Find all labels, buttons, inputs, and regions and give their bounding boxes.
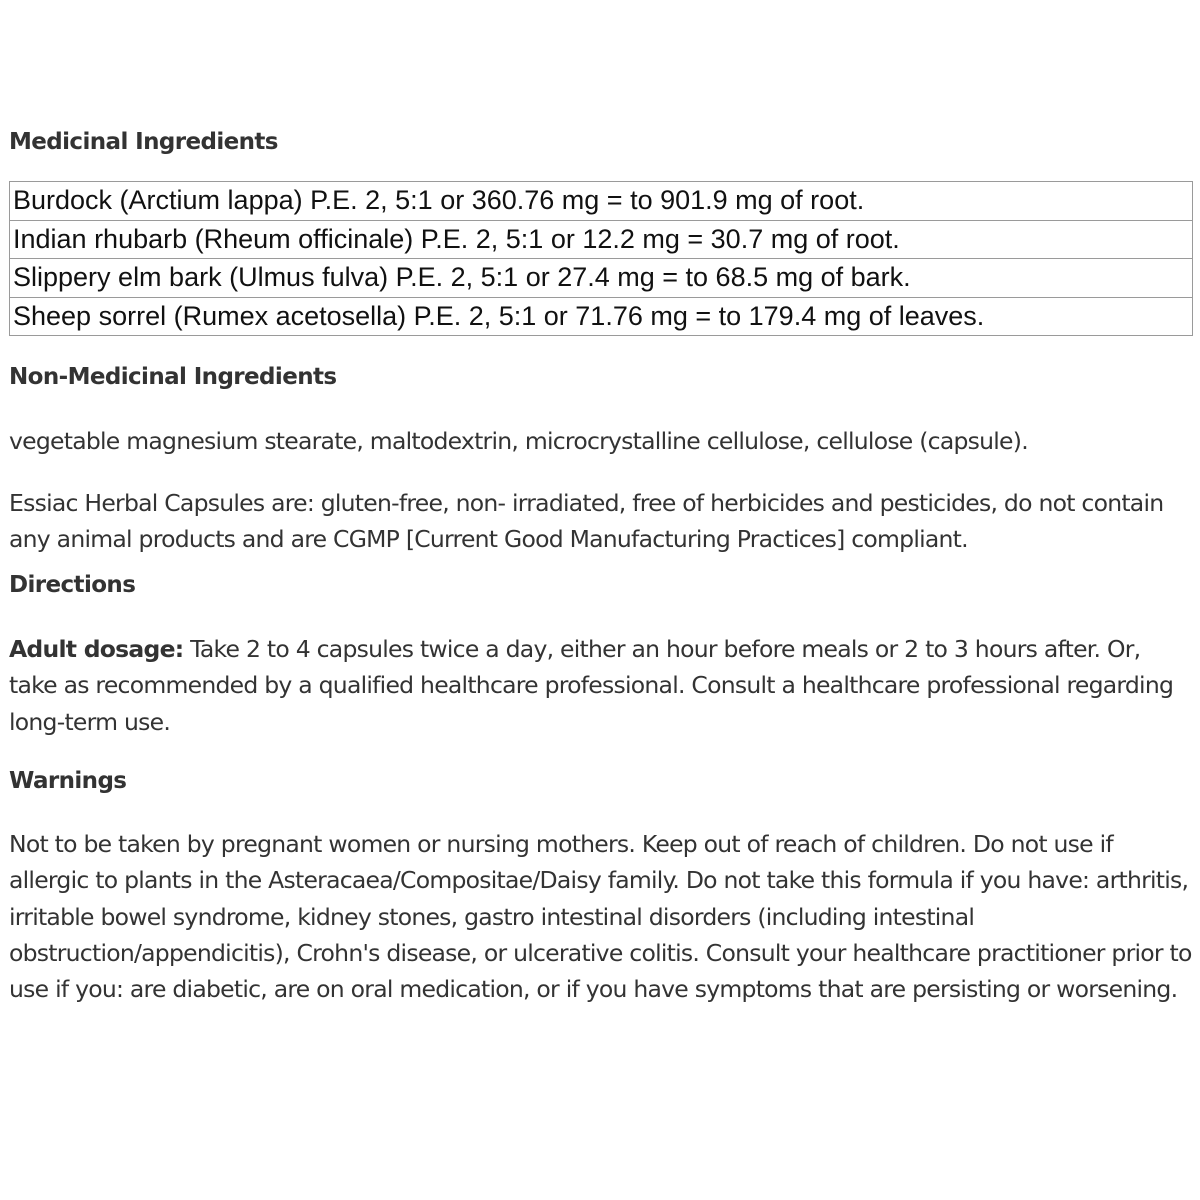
adult-dosage-label: Adult dosage: — [9, 635, 184, 663]
warnings-text: Not to be taken by pregnant women or nursing mothers. Keep out of reach of children. Do not use if allergic to plants in the Asteracaea/Compositae/Daisy family. Do not take this formula if you have: arthritis, irritable bowel syndrome, kidney stones, gastro intestinal disorders (including intestinal obstruction/appendicitis), Crohn's disease, or ulcerative colitis. Consult your healthcare practitioner prior to use if you: are diabetic, are on oral medication, or if you have symptoms that are persisting or worsening. — [9, 830, 1192, 1004]
ingredient-cell-slippery-elm: Slippery elm bark (Ulmus fulva) P.E. 2, 5:1 or 27.4 mg = to 68.5 mg of bark. — [10, 259, 1193, 298]
warnings-heading: Warnings — [9, 768, 127, 794]
medicinal-ingredients-heading: Medicinal Ingredients — [9, 129, 278, 155]
ingredient-cell-sheep-sorrel: Sheep sorrel (Rumex acetosella) P.E. 2, 5:1 or 71.76 mg = to 179.4 mg of leaves. — [10, 297, 1193, 336]
medicinal-ingredients-table — [9, 181, 1193, 336]
adult-dosage-text: Take 2 to 4 capsules twice a day, either an hour before meals or 2 to 3 hours after. Or, take as recommended by a qualified healthcare professional. Consult a healthcare professional regarding long-term use. — [9, 635, 1174, 736]
table-row — [10, 297, 1193, 336]
non-medicinal-ingredients-heading: Non-Medicinal Ingredients — [9, 364, 337, 390]
product-claims-text: Essiac Herbal Capsules are: gluten-free, non- irradiated, free of herbicides and pesticides, do not contain any animal products and are CGMP [Current Good Manufacturing Practices] compliant. — [9, 489, 1164, 554]
table-row — [10, 220, 1193, 259]
ingredient-cell-indian-rhubarb: Indian rhubarb (Rheum officinale) P.E. 2, 5:1 or 12.2 mg = 30.7 mg of root. — [10, 220, 1193, 259]
table-row — [10, 182, 1193, 221]
directions-text — [9, 631, 1194, 740]
non-medicinal-ingredients-text: vegetable magnesium stearate, maltodextrin, microcrystalline cellulose, cellulose (capsule). — [9, 427, 1028, 455]
table-row — [10, 259, 1193, 298]
directions-heading: Directions — [9, 572, 136, 598]
ingredient-cell-burdock: Burdock (Arctium lappa) P.E. 2, 5:1 or 360.76 mg = to 901.9 mg of root. — [10, 182, 1193, 221]
